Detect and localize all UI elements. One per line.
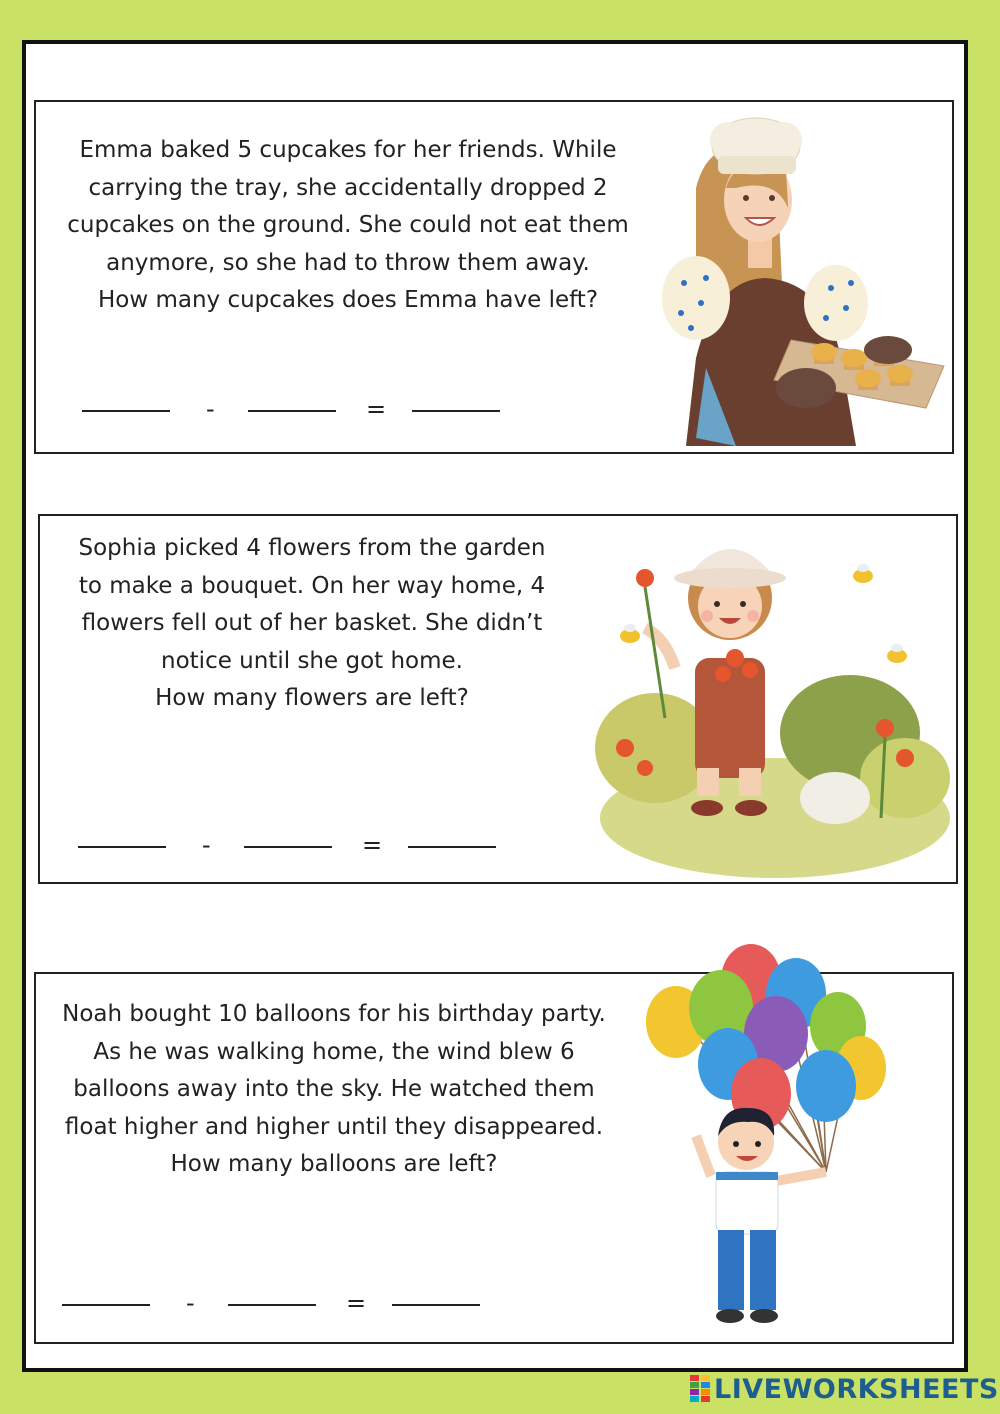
answer-blank-3a[interactable] bbox=[62, 1304, 150, 1306]
answer-blank-1b[interactable] bbox=[248, 410, 336, 412]
liveworksheets-logo-icon bbox=[690, 1375, 710, 1403]
equals-sign: = bbox=[362, 831, 383, 859]
answer-blank-1c[interactable] bbox=[412, 410, 500, 412]
problem-card-1 bbox=[34, 100, 954, 454]
problem-1-text: Emma baked 5 cupcakes for her friends. While carrying the tray, she accidentally dropped 2 cupcakes on the ground. She could not eat them anymore, so she had to throw them away. How many cupcakes does Emma have left? bbox=[67, 137, 629, 313]
boy-with-balloons-illustration bbox=[636, 936, 952, 1342]
equals-sign: = bbox=[346, 1289, 367, 1317]
problem-2-text: Sophia picked 4 flowers from the garden to make a bouquet. On her way home, 4 flowers fell out of her basket. She didn’t notice until she got home. How many flowers are left? bbox=[78, 535, 546, 711]
answer-blank-3c[interactable] bbox=[392, 1304, 480, 1306]
minus-sign: - bbox=[186, 1289, 195, 1317]
minus-sign: - bbox=[206, 395, 215, 423]
problem-3-text: Noah bought 10 balloons for his birthday party. As he was walking home, the wind blew 6 balloons away into the sky. He watched them float higher and higher until they disappeared. How many balloons are left? bbox=[62, 1001, 606, 1177]
liveworksheets-logo[interactable] bbox=[690, 1374, 999, 1404]
equation-row-2 bbox=[78, 830, 498, 860]
minus-sign: - bbox=[202, 831, 211, 859]
answer-blank-2b[interactable] bbox=[244, 846, 332, 848]
answer-blank-2c[interactable] bbox=[408, 846, 496, 848]
liveworksheets-logo-text: LIVEWORKSHEETS bbox=[714, 1373, 999, 1405]
girl-in-garden-illustration bbox=[585, 518, 955, 882]
answer-blank-2a[interactable] bbox=[78, 846, 166, 848]
equation-row-3 bbox=[62, 1288, 482, 1318]
problem-card-3 bbox=[34, 972, 954, 1344]
equals-sign: = bbox=[366, 395, 387, 423]
equation-row-1 bbox=[82, 394, 502, 424]
problem-card-2 bbox=[38, 514, 958, 884]
girl-baker-illustration bbox=[656, 108, 952, 448]
answer-blank-1a[interactable] bbox=[82, 410, 170, 412]
answer-blank-3b[interactable] bbox=[228, 1304, 316, 1306]
